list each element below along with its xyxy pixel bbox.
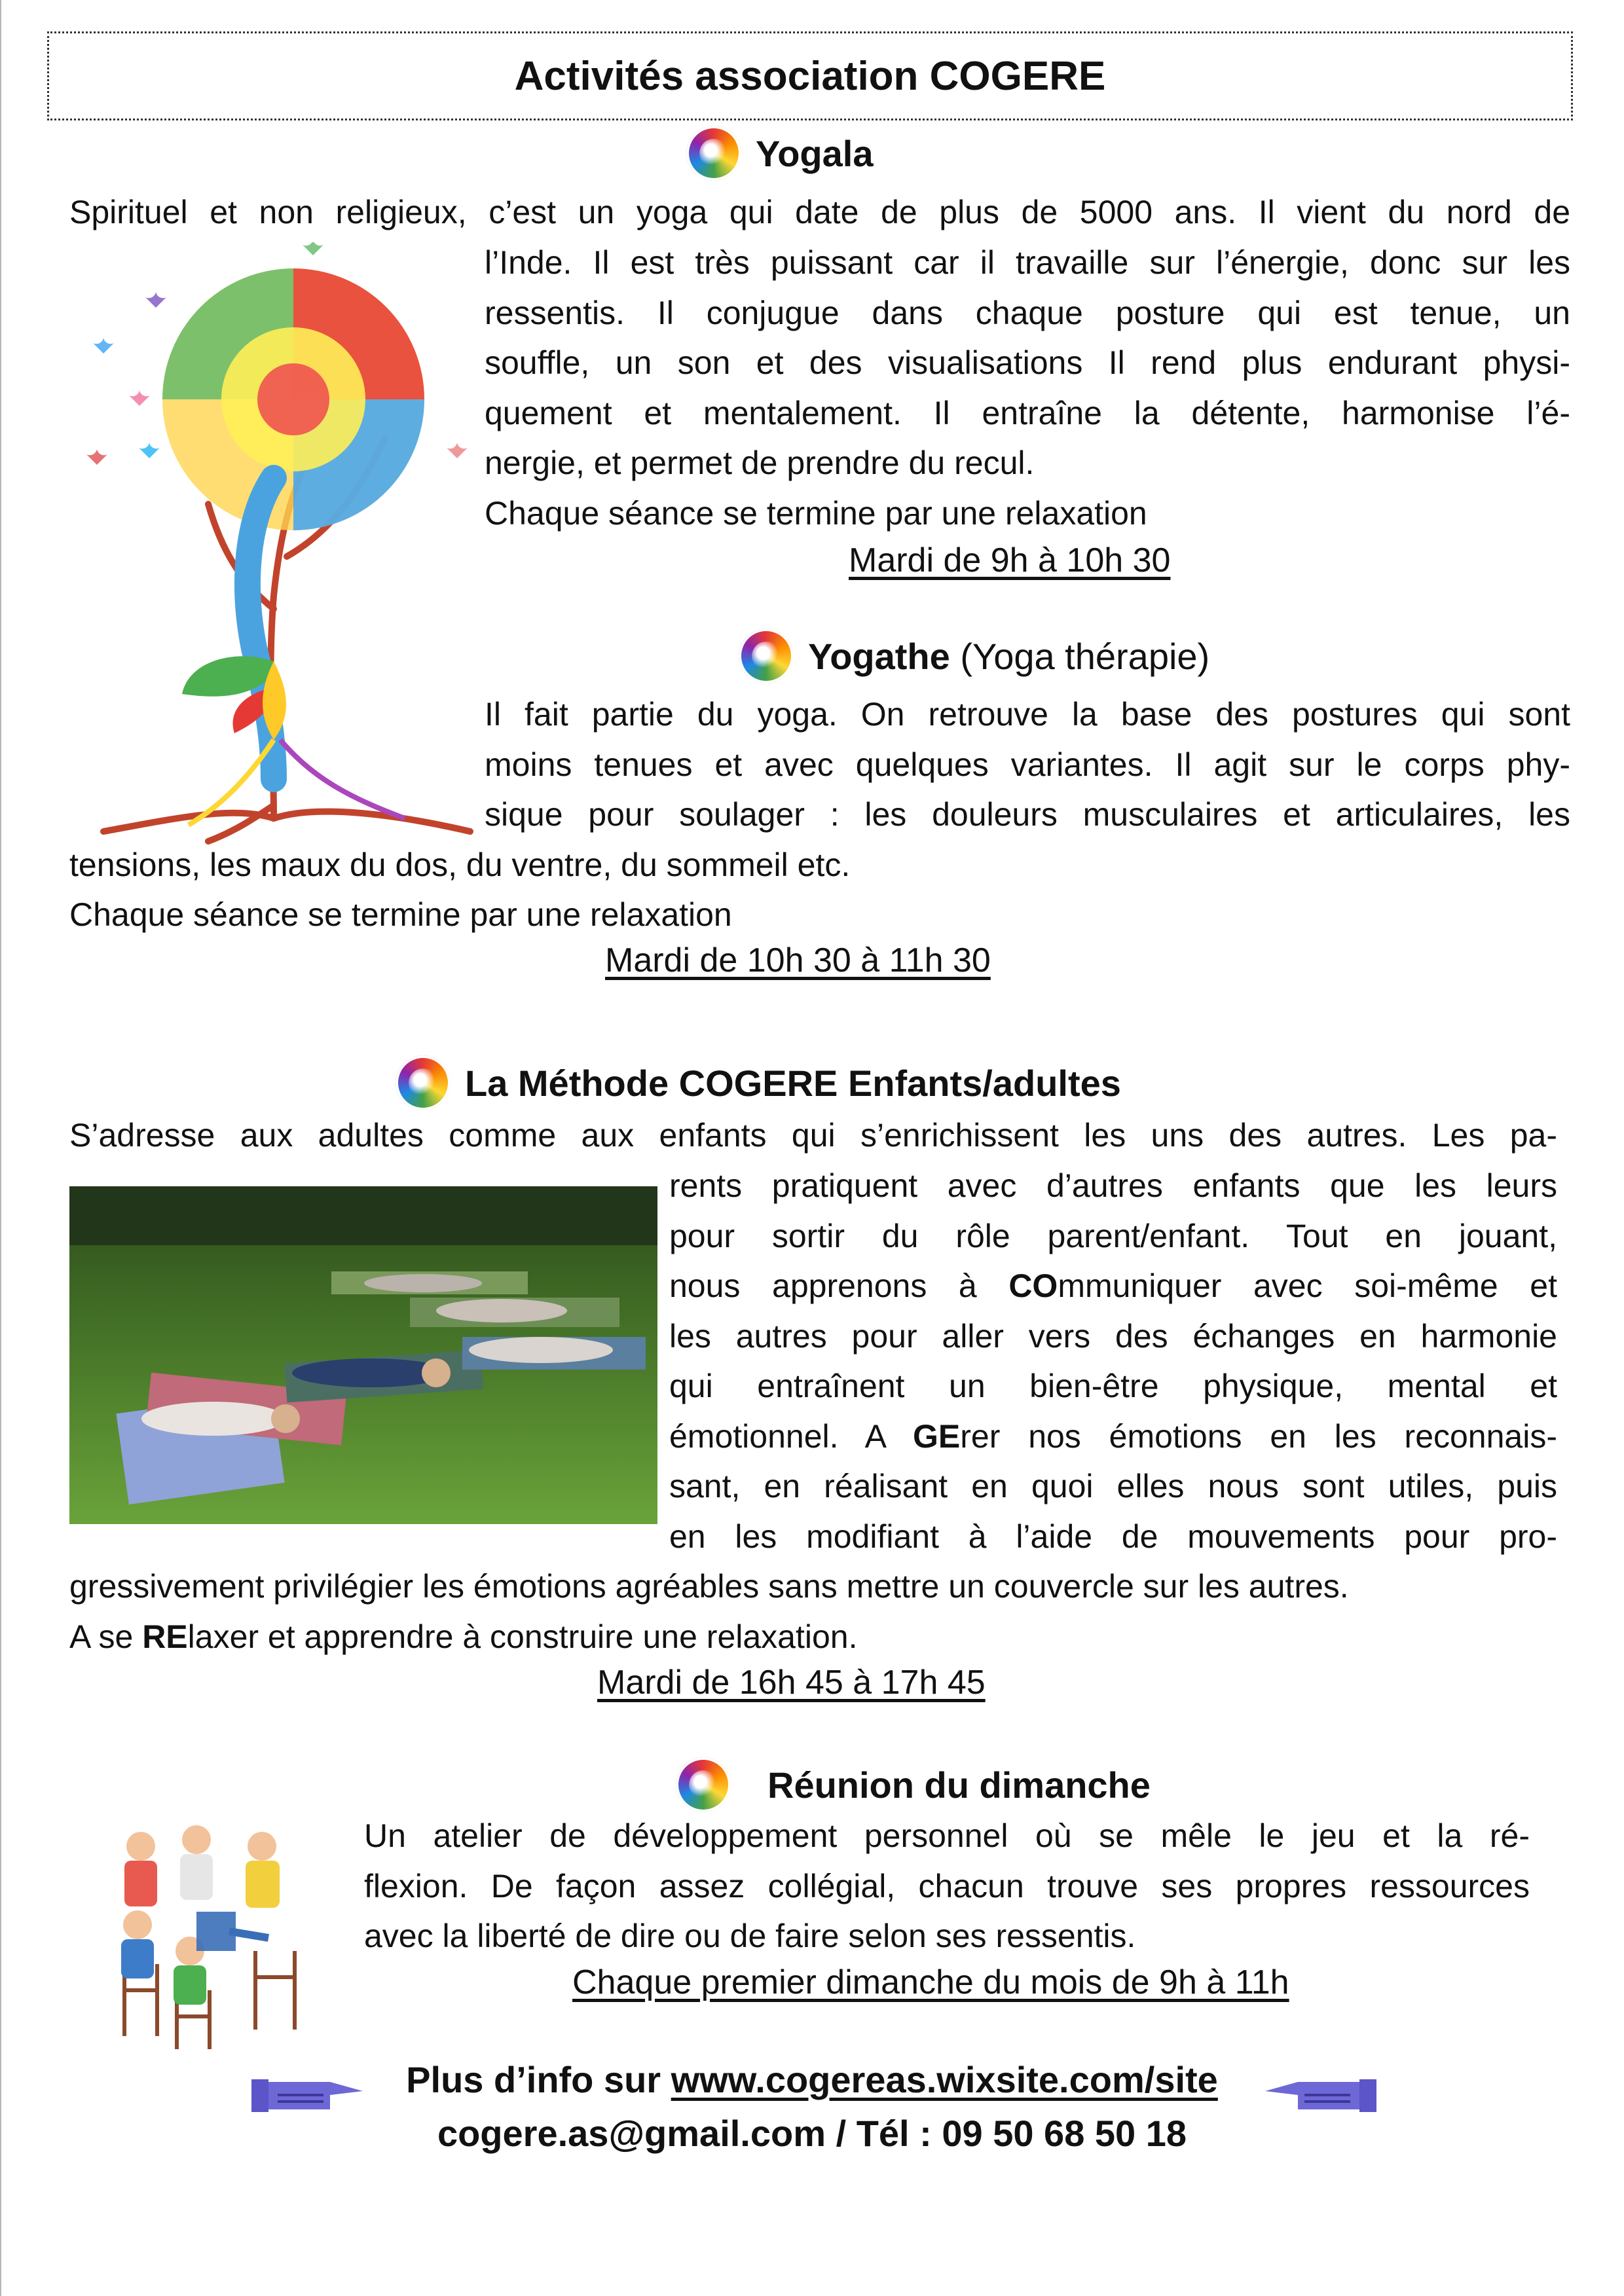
yogathe-line: tensions, les maux du dos, du ventre, du sommeil etc. xyxy=(69,847,851,883)
yogala-heading: Yogala xyxy=(686,126,873,181)
header-box xyxy=(47,31,1573,120)
reunion-line: flexion. De façon assez collégial, chacun trouve ses propres ressources xyxy=(364,1868,1530,1904)
outdoor-relaxation-photo xyxy=(69,1186,657,1524)
yogathe-schedule: Mardi de 10h 30 à 11h 30 xyxy=(605,941,991,979)
group-discussion-illustration xyxy=(98,1820,334,2056)
footer-info-line: Plus d’info sur www.cogereas.wixsite.com/site xyxy=(406,2059,1218,2100)
yogathe-line: sique pour soulager : les douleurs musculaires et articulaires, les xyxy=(485,796,1570,833)
methode-schedule: Mardi de 16h 45 à 17h 45 xyxy=(597,1664,986,1702)
page-edge xyxy=(0,0,1,2296)
website-link[interactable]: www.cogereas.wixsite.com/site xyxy=(671,2059,1218,2100)
methode-line: sant, en réalisant en quoi elles nous sont utiles, puis xyxy=(669,1468,1557,1504)
yogala-line: quement et mentalement. Il entraîne la détente, harmonise l’é- xyxy=(485,395,1570,431)
methode-line: gressivement privilégier les émotions agréables sans mettre un couvercle sur les autres. xyxy=(69,1568,1349,1605)
yogathe-heading: Yogathe (Yoga thérapie) xyxy=(739,629,1209,683)
methode-line: pour sortir du rôle parent/enfant. Tout en jouant, xyxy=(669,1218,1557,1254)
yoga-tree-illustration xyxy=(77,242,483,845)
yogathe-line: Il fait partie du yoga. On retrouve la base des postures qui sont xyxy=(485,696,1570,733)
methode-line: nous apprenons à COmmuniquer avec soi-même et xyxy=(669,1267,1557,1304)
methode-line: rents pratiquent avec d’autres enfants que les leurs xyxy=(669,1167,1557,1204)
reunion-schedule: Chaque premier dimanche du mois de 9h à 11h xyxy=(572,1963,1289,2001)
yogathe-line: moins tenues et avec quelques variantes. Il agit sur le corps phy- xyxy=(485,746,1570,783)
methode-line: en les modifiant à l’aide de mouvements pour pro- xyxy=(669,1518,1557,1555)
reunion-line: avec la liberté de dire ou de faire selon ses ressentis. xyxy=(364,1918,1136,1954)
page-title: Activités association COGERE xyxy=(514,53,1106,99)
yogala-line: l’Inde. Il est très puissant car il travaille sur l’énergie, donc sur les xyxy=(485,244,1570,281)
methode-heading: La Méthode COGERE Enfants/adultes xyxy=(396,1055,1121,1110)
footer-contact-line: cogere.as@gmail.com / Tél : 09 50 68 50 18 xyxy=(437,2113,1187,2154)
yogala-line: ressentis. Il conjugue dans chaque posture qui est tenue, un xyxy=(485,295,1570,331)
methode-line: les autres pour aller vers des échanges en harmonie xyxy=(669,1318,1557,1355)
yogala-schedule: Mardi de 9h à 10h 30 xyxy=(849,541,1171,579)
reunion-line: Un atelier de développement personnel où se mêle le jeu et la ré- xyxy=(364,1817,1530,1854)
methode-line: qui entraînent un bien-être physique, mental et xyxy=(669,1368,1557,1404)
swirl-icon xyxy=(676,1757,731,1812)
yogala-relax: Chaque séance se termine par une relaxation xyxy=(485,495,1147,532)
reunion-heading: Réunion du dimanche xyxy=(676,1757,1151,1812)
yogala-intro: Spirituel et non religieux, c’est un yoga qui date de plus de 5000 ans. Il vient du nord de xyxy=(69,194,1570,230)
methode-line: A se RElaxer et apprendre à construire une relaxation. xyxy=(69,1618,858,1655)
swirl-icon xyxy=(739,629,794,683)
yogala-line: nergie, et permet de prendre du recul. xyxy=(485,445,1035,481)
yogala-line: souffle, un son et des visualisations Il rend plus endurant physi- xyxy=(485,344,1570,381)
methode-line: émotionnel. A GErer nos émotions en les reconnais- xyxy=(669,1418,1557,1455)
methode-intro: S’adresse aux adultes comme aux enfants qui s’enrichissent les uns des autres. Les pa- xyxy=(69,1117,1557,1154)
swirl-icon xyxy=(396,1055,451,1110)
swirl-icon xyxy=(686,126,741,181)
yogathe-relax: Chaque séance se termine par une relaxation xyxy=(69,896,732,933)
